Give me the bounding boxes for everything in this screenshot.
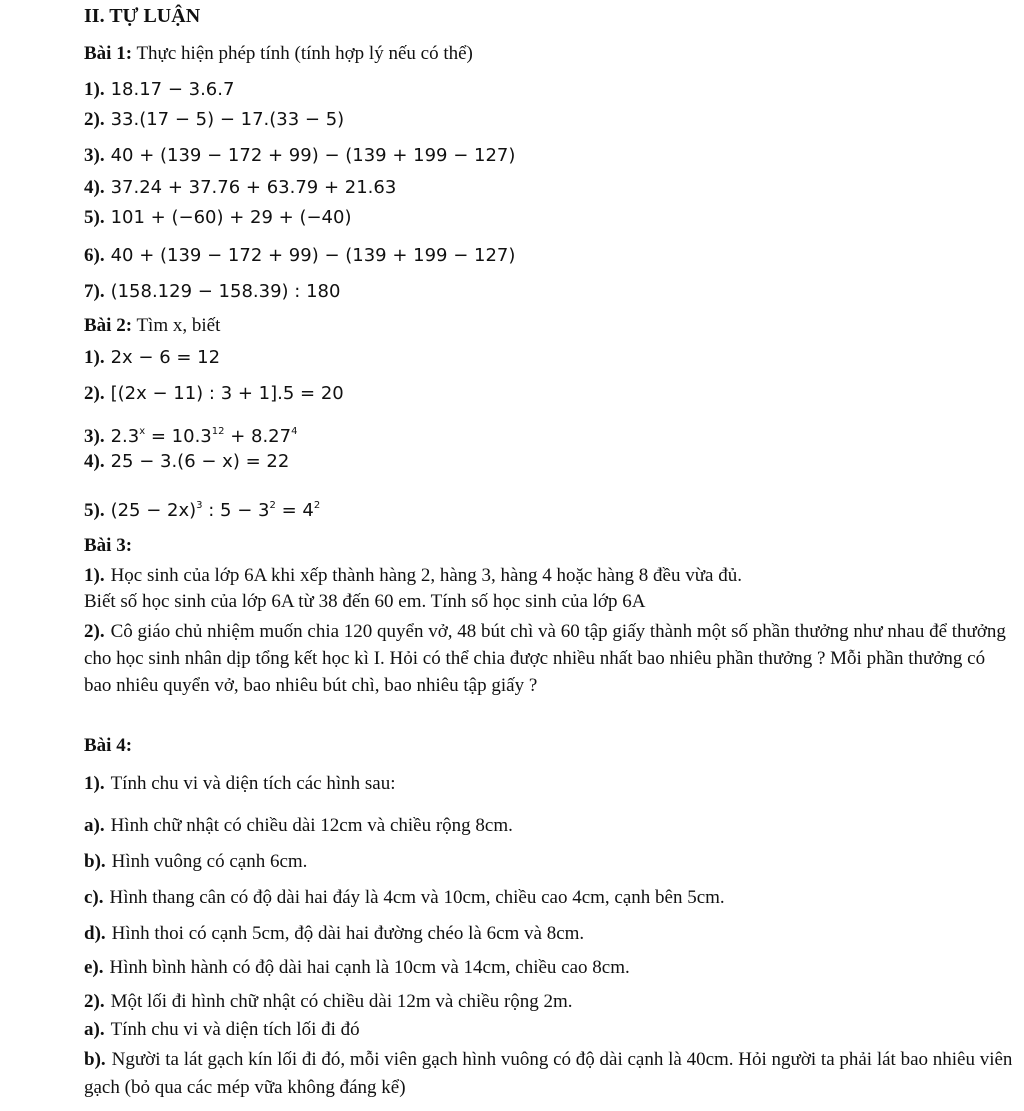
- item-number: 2).: [84, 383, 105, 404]
- bai1-text: Thực hiện phép tính (tính hợp lý nếu có thể): [136, 43, 473, 64]
- math-expression: 18.17 − 3.6.7: [110, 79, 235, 100]
- bai1-item-7: [84, 280, 340, 304]
- bai4-question-1: [84, 772, 396, 796]
- math-expression: 40 + (139 − 172 + 99) − (139 + 199 − 127): [110, 145, 516, 166]
- bai4-q1-item-a: [84, 814, 513, 838]
- math-expression: [111, 426, 298, 447]
- item-number: 5).: [84, 500, 105, 521]
- item-number: 2).: [84, 621, 105, 642]
- item-text: Hình thang cân có độ dài hai đáy là 4cm và 10cm, chiều cao 4cm, cạnh bên 5cm.: [109, 887, 725, 908]
- bai4-q1-item-c: [84, 886, 725, 910]
- exponent: 2: [313, 500, 321, 511]
- math-expression: 101 + (−60) + 29 + (−40): [110, 207, 352, 228]
- exponent: 12: [211, 426, 225, 437]
- item-number: 5).: [84, 207, 105, 228]
- bai4-q1-item-d: [84, 922, 584, 946]
- bai3-problem-1-line2: Biết số học sinh của lớp 6A từ 38 đến 60 em. Tính số học sinh của lớp 6A: [84, 591, 646, 612]
- section-title: II. TỰ LUẬN: [84, 5, 201, 27]
- bai2-item-1: [84, 346, 220, 370]
- question-text: Tính chu vi và diện tích các hình sau:: [110, 773, 396, 794]
- bai2-label: Bài 2:: [84, 315, 133, 336]
- item-number: 1).: [84, 565, 105, 586]
- item-number: 7).: [84, 281, 105, 302]
- bai2-item-5: [84, 494, 320, 523]
- exponent: 3: [196, 500, 203, 511]
- item-number: 2).: [84, 109, 105, 130]
- bai1-item-2: [84, 108, 344, 132]
- exponent: 4: [291, 426, 298, 437]
- item-text: Tính chu vi và diện tích lối đi đó: [110, 1019, 360, 1040]
- item-text: Hình thoi có cạnh 5cm, độ dài hai đường chéo là 6cm và 8cm.: [111, 923, 585, 944]
- bai3-problem-2: [84, 618, 1014, 699]
- item-number: 2).: [84, 991, 105, 1012]
- item-number: 3).: [84, 426, 105, 447]
- problem-text: Cô giáo chủ nhiệm muốn chia 120 quyển vở, 48 bút chì và 60 tập giấy thành một số phần thưởng như nhau để thưởng cho học sinh nhân dịp tổng kết học kì I. Hỏi có thể chia được nhiều nhất bao nhiêu phần thưởng ? Mỗi phần thưởng có bao nhiêu quyển vở, bao nhiêu bút chì, bao nhiêu tập giấy ?: [84, 621, 1006, 696]
- item-text: Hình chữ nhật có chiều dài 12cm và chiều rộng 8cm.: [110, 815, 513, 836]
- item-text: Người ta lát gạch kín lối đi đó, mỗi viên gạch hình vuông có độ dài cạnh là 40cm. Hỏi người ta phải lát bao nhiêu viên gạch (bỏ qua các mép vữa không đáng kể): [84, 1049, 1013, 1098]
- bai1-item-6: [84, 244, 515, 268]
- bai2-heading: [84, 314, 220, 338]
- bai1-label: Bài 1:: [84, 43, 133, 64]
- bai4-label: Bài 4:: [84, 735, 133, 756]
- bai1-item-1: [84, 78, 234, 102]
- item-text: Hình vuông có cạnh 6cm.: [111, 851, 308, 872]
- bai4-q2-item-b: [84, 1046, 1014, 1102]
- problem-text: Học sinh của lớp 6A khi xếp thành hàng 2, hàng 3, hàng 4 hoặc hàng 8 đều vừa đủ.: [110, 565, 742, 586]
- bai1-item-4: [84, 176, 396, 200]
- expr-part: (25 − 2x): [110, 500, 197, 521]
- item-number: b).: [84, 1049, 106, 1070]
- item-number: e).: [84, 957, 104, 978]
- bai3-label: Bài 3:: [84, 535, 133, 556]
- bai4-question-2: [84, 990, 573, 1014]
- exponent: 2: [269, 500, 276, 511]
- item-number: a).: [84, 815, 105, 836]
- math-expression: (158.129 − 158.39) : 180: [110, 281, 341, 302]
- bai4-q2-item-a: [84, 1018, 360, 1042]
- expr-part: + 8.27: [224, 426, 292, 447]
- math-expression: 25 − 3.(6 − x) = 22: [110, 451, 290, 472]
- item-number: 1).: [84, 773, 105, 794]
- math-expression: 40 + (139 − 172 + 99) − (139 + 199 − 127): [110, 245, 516, 266]
- item-number: 1).: [84, 347, 105, 368]
- item-number: 6).: [84, 245, 105, 266]
- item-number: d).: [84, 923, 106, 944]
- expr-part: = 4: [275, 500, 314, 521]
- math-expression: [111, 500, 321, 521]
- math-expression: [(2x − 11) : 3 + 1].5 = 20: [110, 383, 344, 404]
- bai4-q1-item-b: [84, 850, 307, 874]
- bai2-item-3: [84, 420, 297, 449]
- item-number: c).: [84, 887, 104, 908]
- item-number: 4).: [84, 177, 105, 198]
- item-number: 3).: [84, 145, 105, 166]
- math-expression: 33.(17 − 5) − 17.(33 − 5): [110, 109, 345, 130]
- bai1-item-3: [84, 144, 515, 168]
- expr-part: : 5 − 3: [202, 500, 270, 521]
- exponent: x: [139, 426, 146, 437]
- expr-part: 2.3: [110, 426, 140, 447]
- item-number: b).: [84, 851, 106, 872]
- item-number: a).: [84, 1019, 105, 1040]
- bai4-q1-item-e: [84, 956, 630, 980]
- math-expression: 37.24 + 37.76 + 63.79 + 21.63: [110, 177, 397, 198]
- bai2-item-4: [84, 450, 289, 474]
- expr-part: = 10.3: [145, 426, 212, 447]
- item-text: Hình bình hành có độ dài hai cạnh là 10cm và 14cm, chiều cao 8cm.: [109, 957, 630, 978]
- bai1-heading: [84, 42, 473, 66]
- bai3-problem-1-line1: [84, 564, 742, 588]
- item-number: 1).: [84, 79, 105, 100]
- bai2-item-2: [84, 382, 344, 406]
- math-expression: 2x − 6 = 12: [110, 347, 221, 368]
- bai2-text: Tìm x, biết: [136, 315, 221, 336]
- question-text: Một lối đi hình chữ nhật có chiều dài 12m và chiều rộng 2m.: [110, 991, 573, 1012]
- item-number: 4).: [84, 451, 105, 472]
- bai1-item-5: [84, 206, 351, 230]
